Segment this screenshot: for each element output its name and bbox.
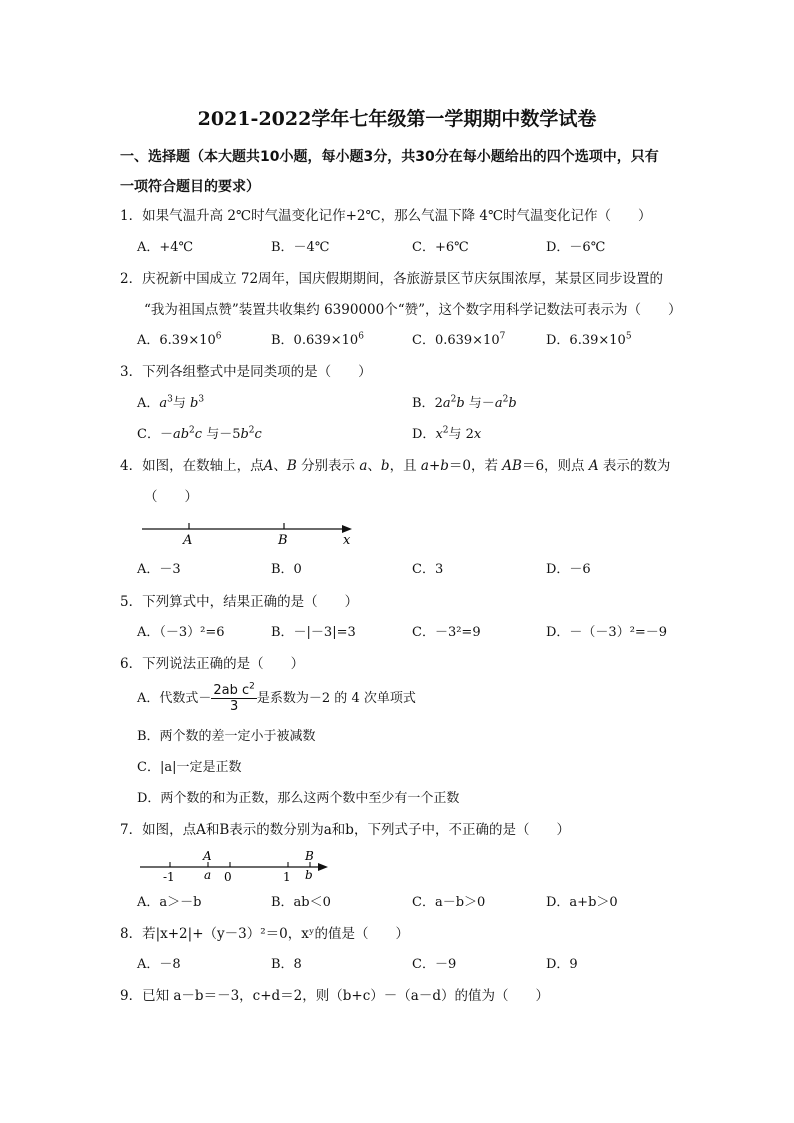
- q7-axis-arrow: [318, 863, 328, 871]
- q7-label-B: B: [305, 849, 314, 863]
- q4-option-d: D．－6: [546, 562, 591, 577]
- q7-label-minus1: -1: [163, 870, 175, 884]
- q3-option-b: B．$2a^2b$ 与$-a^2b$: [412, 394, 517, 411]
- q2-option-d: D．$6.39\times 10^5$: [546, 331, 632, 348]
- q8-option-d: D．9: [546, 957, 578, 972]
- page-title: 2021-2022学年七年级第一学期期中数学试卷: [197, 108, 597, 130]
- q7-number-line: [138, 847, 338, 885]
- question-6-stem: 6．下列说法正确的是（ ）: [120, 656, 305, 672]
- question-5-stem: 5．下列算式中，结果正确的是（ ）: [120, 594, 359, 610]
- q7-label-A: A: [203, 849, 212, 863]
- q7-label-a: a: [204, 868, 212, 882]
- q4-option-b: B．0: [271, 562, 302, 577]
- question-4-stem: 4．如图，在数轴上，点A、B 分别表示 a、b，且 a+b＝0，若 AB＝6，则点 A 表示的数为: [120, 458, 671, 474]
- q5-option-b: B．－|－3|=3: [271, 625, 356, 640]
- q8-option-a: A．－8: [137, 957, 181, 972]
- q7-option-c: C．a－b＞0: [412, 895, 486, 910]
- q3-option-c: C．$-ab^2c$ 与$-5b^2c$: [137, 425, 262, 442]
- q7-label-1: 1: [283, 870, 291, 884]
- q7-option-b: B．ab＜0: [271, 895, 331, 910]
- section-heading-line1: 一、选择题（本大题共10小题，每小题3分，共30分在每小题给出的四个选项中，只有: [120, 149, 659, 165]
- question-8-stem: 8．若|x+2|+（y－3）²＝0，xʸ的值是（ ）: [120, 926, 410, 942]
- q6-option-d: D．两个数的和为正数，那么这两个数中至少有一个正数: [137, 791, 460, 806]
- q1-option-a: A．+4℃: [137, 240, 194, 255]
- q6-option-a: A．代数式－ $\frac{2ab c^2}{3}$ 是系数为－2 的 4 次单项式: [137, 681, 416, 714]
- q4-label-x: x: [343, 533, 351, 548]
- question-3-stem: 3．下列各组整式中是同类项的是（ ）: [120, 364, 372, 380]
- q4-axis-arrow: [342, 525, 352, 533]
- q8-option-b: B．8: [271, 957, 302, 972]
- q5-option-a: A．（－3）²=6: [137, 625, 225, 640]
- q2-option-b: B．$0.639\times 10^6$: [271, 331, 364, 348]
- q4-label-a: A: [183, 533, 193, 548]
- q4-number-line: [138, 518, 368, 548]
- section-heading-line2: 一项符合题目的要求）: [120, 179, 260, 195]
- question-7-stem: 7．如图，点A和B表示的数分别为a和b，下列式子中，不正确的是（ ）: [120, 822, 570, 838]
- q1-option-b: B．－4℃: [271, 240, 330, 255]
- q6-option-b: B．两个数的差一定小于被减数: [137, 729, 316, 744]
- q8-option-c: C．－9: [412, 957, 457, 972]
- question-1-stem: 1．如果气温升高 2℃时气温变化记作+2℃，那么气温下降 4℃时气温变化记作（ ）: [120, 208, 652, 224]
- q6-option-c: C．|a|一定是正数: [137, 760, 242, 775]
- q4-option-a: A．－3: [137, 562, 181, 577]
- q4-option-c: C．3: [412, 562, 444, 577]
- question-2-continuation: “我为祖国点赞”装置共收集约 6390000个“赞”，这个数字用科学记数法可表示为（ ）: [144, 302, 682, 318]
- question-4-paren: （ ）: [144, 489, 198, 505]
- q2-option-c: C．$0.639\times 10^7$: [412, 331, 506, 348]
- q3-option-a: A．$a^3$与 $b^3$: [137, 394, 205, 411]
- q5-option-d: D．－（－3）²=－9: [546, 625, 668, 640]
- q3-option-d: D．$x^2$与 2x: [412, 425, 482, 442]
- q7-option-a: A．a＞－b: [137, 895, 202, 910]
- question-2-stem: 2．庆祝新中国成立 72周年，国庆假期期间，各旅游景区节庆氛围浓厚，某景区同步设置的: [120, 271, 664, 287]
- q7-option-d: D．a+b＞0: [546, 895, 618, 910]
- q1-option-d: D．－6℃: [546, 240, 606, 255]
- q7-label-b: b: [305, 868, 313, 882]
- q2-option-a: A．$6.39\times 10^6$: [137, 331, 222, 348]
- q1-option-c: C．+6℃: [412, 240, 469, 255]
- q6-fraction: $\frac{2ab c^2}{3}$: [213, 681, 255, 714]
- q4-label-b: B: [278, 533, 288, 548]
- q5-option-c: C．－3²=9: [412, 625, 481, 640]
- q7-label-0: 0: [224, 870, 232, 884]
- question-9-stem: 9．已知 a－b＝－3，c+d＝2，则（b+c）－（a－d）的值为（ ）: [120, 988, 549, 1004]
